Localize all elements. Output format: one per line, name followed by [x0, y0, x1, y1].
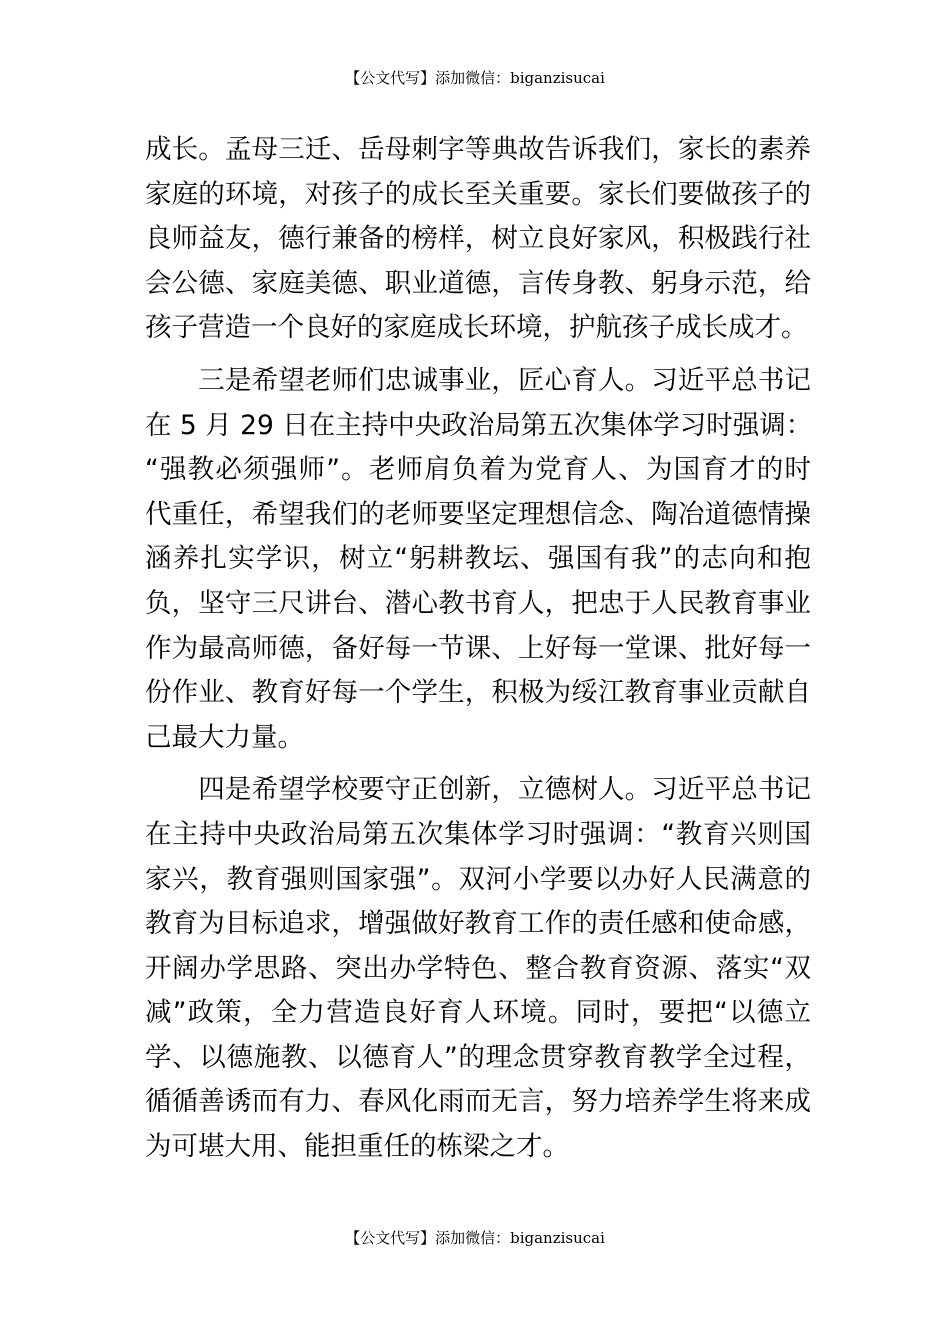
text-line: 会公德、家庭美德、职业道德，言传身教、躬身示范，给: [145, 267, 811, 299]
text-line: 减”政策，全力营造良好育人环境。同时，要把“以德立: [145, 997, 811, 1029]
text-line: 己最大力量。: [145, 721, 304, 753]
text-line: 涵养扎实学识，树立“躬耕教坛、强国有我”的志向和抱: [145, 543, 811, 575]
paragraph-2: [145, 359, 811, 760]
text-line: “强教必须强师”。老师肩负着为党育人、为国育才的时: [145, 454, 811, 486]
text-line: 循循善诱而有力、春风化雨而无言，努力培养学生将来成: [145, 1086, 811, 1118]
text-line: 成长。孟母三迁、岳母刺字等典故告诉我们，家长的素养: [145, 134, 811, 165]
text-line: 良师益友，德行兼备的榜样，树立良好家风，积极践行社: [145, 223, 811, 255]
text-line: 教育为目标追求，增强做好教育工作的责任感和使命感，: [145, 908, 811, 940]
text-line: 负，坚守三尺讲台、潜心教书育人，把忠于人民教育事业: [145, 587, 811, 619]
text-line: 家庭的环境，对孩子的成长至关重要。家长们要做孩子的: [145, 178, 811, 210]
page-header: 【公文代写】添加微信：biganzisucai: [345, 69, 605, 87]
text-line: 作为最高师德，备好每一节课、上好每一堂课、批好每一: [145, 632, 811, 664]
text-line: 在主持中央政治局第五次集体学习时强调：“教育兴则国: [145, 818, 811, 850]
page-footer: 【公文代写】添加微信：biganzisucai: [345, 1229, 605, 1247]
text-line: 孩子营造一个良好的家庭成长环境，护航孩子成长成才。: [145, 312, 808, 344]
text-line: 四是希望学校要守正创新，立德树人。习近平总书记: [145, 774, 811, 806]
paragraph-3: [145, 768, 811, 1169]
text-line: 代重任，希望我们的老师要坚定理想信念、陶冶道德情操: [145, 498, 811, 530]
document-body: [145, 128, 811, 1170]
text-line: 家兴，教育强则国家强”。双河小学要以办好人民满意的: [145, 863, 811, 895]
text-line: 学、以德施教、以德育人”的理念贯穿教育教学全过程，: [145, 1041, 811, 1073]
text-line: 三是希望老师们忠诚事业，匠心育人。习近平总书记: [145, 364, 811, 396]
text-line: 份作业、教育好每一个学生，积极为绥江教育事业贡献自: [145, 677, 811, 709]
text-line: 开阔办学思路、突出办学特色、整合教育资源、落实“双: [145, 952, 811, 984]
text-line: 为可堪大用、能担重任的栋梁之才。: [145, 1131, 569, 1163]
paragraph-1: [145, 128, 811, 351]
text-line: 在 5 月 29 日在主持中央政治局第五次集体学习时强调：: [145, 409, 813, 441]
